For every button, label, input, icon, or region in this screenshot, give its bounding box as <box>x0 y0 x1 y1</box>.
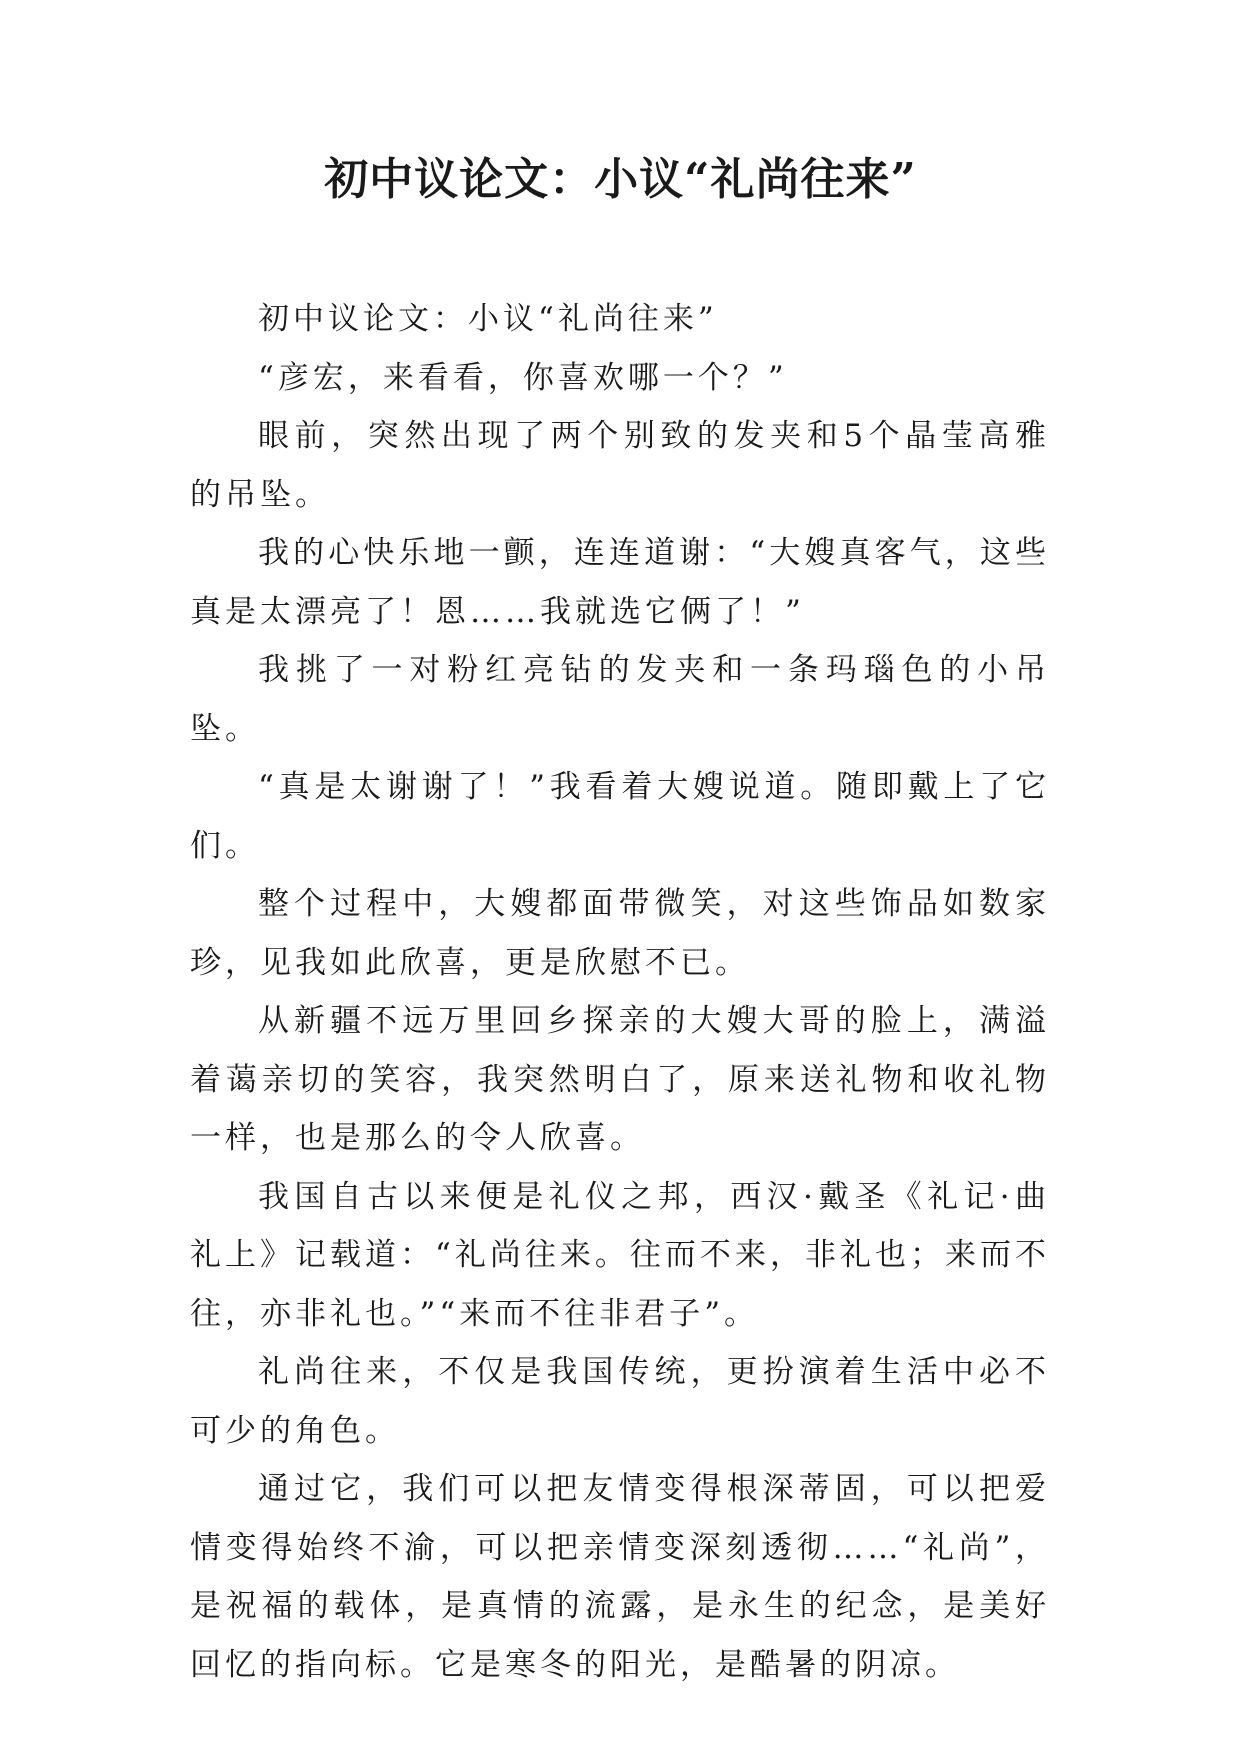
document-title: 初中议论文：小议“礼尚往来” <box>324 154 917 205</box>
document-body <box>190 290 1050 1694</box>
paragraph: 我国自古以来便是礼仪之邦，西汉·戴圣《礼记·曲礼上》记载道：“礼尚往来。往而不来，非礼也；来而不往，亦非礼也。”“来而不往非君子”。 <box>190 1178 1050 1332</box>
paragraph: 整个过程中，大嫂都面带微笑，对这些饰品如数家珍，见我如此欣喜，更是欣慰不已。 <box>190 886 1050 981</box>
paragraph: 我挑了一对粉红亮钻的发夹和一条玛瑙色的小吊坠。 <box>190 652 1050 747</box>
paragraph: 初中议论文：小议“礼尚往来” <box>258 301 718 337</box>
paragraph: 从新疆不远万里回乡探亲的大嫂大哥的脸上，满溢着蔼亲切的笑容，我突然明白了，原来送礼物和收礼物一样，也是那么的令人欣喜。 <box>190 1003 1050 1156</box>
paragraph: “彦宏，来看看，你喜欢哪一个？” <box>258 359 788 396</box>
paragraph: 我的心快乐地一颤，连连道谢：“大嫂真客气，这些真是太漂亮了！恩……我就选它俩了！” <box>190 535 1050 630</box>
paragraph: 礼尚往来，不仅是我国传统，更扮演着生活中必不可少的角色。 <box>190 1354 1050 1449</box>
paragraph: “真是太谢谢了！”我看着大嫂说道。随即戴上了它们。 <box>190 769 1050 864</box>
paragraph: 眼前，突然出现了两个别致的发夹和5个晶莹高雅的吊坠。 <box>190 418 1050 513</box>
paragraph: 通过它，我们可以把友情变得根深蒂固，可以把爱情变得始终不渝，可以把亲情变深刻透彻……“礼尚”，是祝福的载体，是真情的流露，是永生的纪念，是美好回忆的指向标。它是寒冬的阳光，是酷暑的阴凉。 <box>190 1471 1050 1683</box>
